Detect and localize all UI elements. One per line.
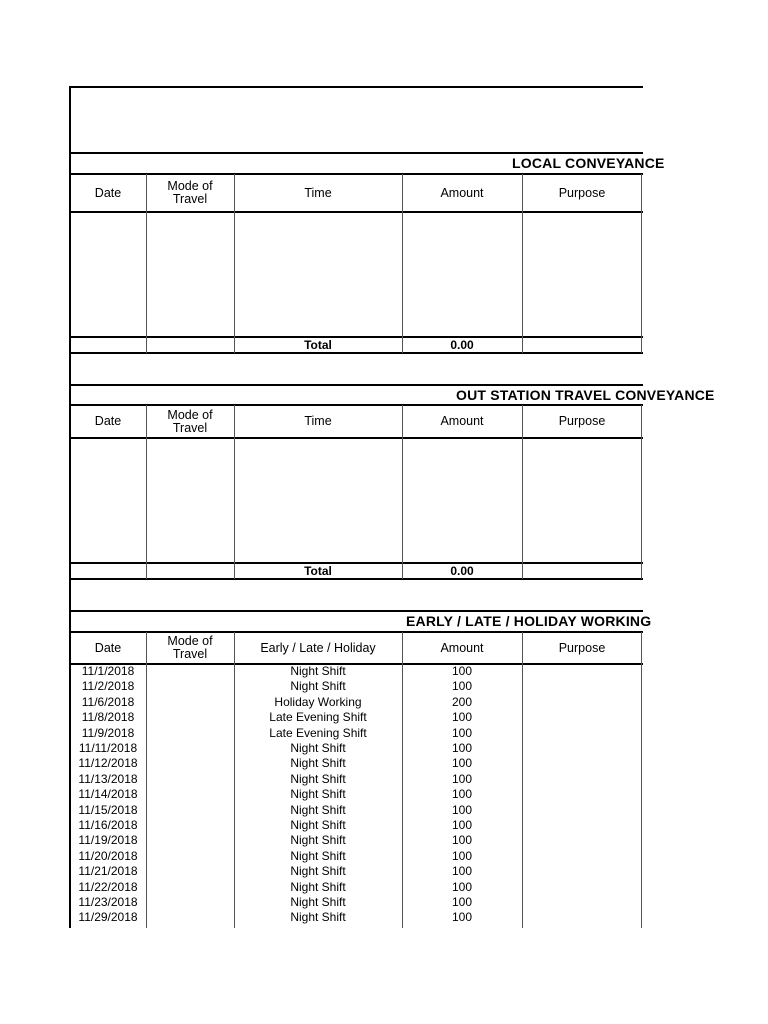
local-header-time: Time xyxy=(304,185,332,200)
row-date: 11/8/2018 xyxy=(81,710,135,725)
row-date: 11/6/2018 xyxy=(81,694,135,709)
outstation-col-line xyxy=(522,405,523,579)
local-col-line xyxy=(402,174,403,353)
row-date: 11/9/2018 xyxy=(81,725,135,740)
table-row xyxy=(0,695,768,710)
table-row xyxy=(0,726,768,741)
row-amount: 100 xyxy=(451,879,473,894)
row-amount: 100 xyxy=(451,710,473,725)
row-amount: 100 xyxy=(451,895,473,909)
table-row xyxy=(0,710,768,725)
table-row xyxy=(0,741,768,756)
row-amount: 100 xyxy=(451,802,473,817)
row-type: Night Shift xyxy=(290,787,346,802)
row-type: Holiday Working xyxy=(274,694,362,709)
row-date: 11/11/2018 xyxy=(78,741,138,755)
earlylate-header-date: Date xyxy=(94,640,122,655)
early-late-holiday-title: EARLY / LATE / HOLIDAY WORKING xyxy=(406,613,652,629)
outstation-col-line xyxy=(402,405,403,579)
row-amount: 100 xyxy=(451,679,473,694)
row-type: Night Shift xyxy=(290,895,346,909)
local-header-purpose: Purpose xyxy=(558,185,606,200)
row-amount: 100 xyxy=(451,787,473,802)
table-row xyxy=(0,803,768,818)
table-row xyxy=(0,833,768,848)
row-date: 11/15/2018 xyxy=(78,802,138,817)
table-row xyxy=(0,864,768,879)
local-header-mode-line1: Mode of xyxy=(167,179,213,193)
row-amount: 100 xyxy=(451,771,473,786)
table-row xyxy=(0,880,768,895)
row-type: Night Shift xyxy=(290,802,346,817)
earlylate-header-purpose: Purpose xyxy=(558,640,606,655)
outstation-header-mode xyxy=(146,406,234,437)
row-date: 11/13/2018 xyxy=(78,771,138,786)
outstation-header-purpose: Purpose xyxy=(558,414,606,428)
earlylate-header-amount: Amount xyxy=(440,640,484,655)
table-row xyxy=(0,895,768,910)
outstation-header-date: Date xyxy=(94,414,122,428)
row-date: 11/14/2018 xyxy=(78,787,138,802)
row-amount: 100 xyxy=(451,725,473,740)
table-row xyxy=(0,849,768,864)
local-col-line xyxy=(522,174,523,353)
table-row xyxy=(0,679,768,694)
row-type: Night Shift xyxy=(290,818,346,832)
local-total-value: 0.00 xyxy=(450,337,474,352)
row-type: Night Shift xyxy=(290,741,346,755)
row-type: Night Shift xyxy=(290,879,346,894)
row-amount: 100 xyxy=(451,741,473,755)
local-header-bottom-line xyxy=(69,211,643,213)
outstation-total-bottom-line xyxy=(69,578,643,580)
row-type: Night Shift xyxy=(290,864,346,879)
row-amount: 200 xyxy=(451,694,473,709)
outstation-col-line xyxy=(234,405,235,579)
row-type: Night Shift xyxy=(290,756,346,771)
outstation-header-time: Time xyxy=(304,414,332,428)
row-type: Night Shift xyxy=(290,679,346,694)
outstation-total-value: 0.00 xyxy=(450,563,474,578)
table-row xyxy=(0,818,768,833)
row-date: 11/19/2018 xyxy=(78,833,138,848)
row-type: Night Shift xyxy=(290,833,346,848)
top-border xyxy=(69,86,643,88)
local-total-bottom-line xyxy=(69,352,643,354)
row-date: 11/29/2018 xyxy=(78,910,138,925)
earlylate-header-mode-line1: Mode of xyxy=(167,634,213,648)
row-amount: 100 xyxy=(451,833,473,848)
table-row xyxy=(0,756,768,771)
local-total-label: Total xyxy=(304,337,332,352)
table-row xyxy=(0,772,768,787)
row-date: 11/21/2018 xyxy=(78,864,138,879)
earlylate-header-type: Early / Late / Holiday xyxy=(260,640,376,655)
local-title-area xyxy=(70,153,665,173)
row-type: Night Shift xyxy=(290,664,346,678)
row-amount: 100 xyxy=(451,818,473,832)
outstation-header-bottom-line xyxy=(69,437,643,439)
earlylate-header-mode-line2: Travel xyxy=(172,647,208,661)
local-header-mode-line2: Travel xyxy=(172,192,208,206)
outstation-total-label: Total xyxy=(304,563,332,578)
row-amount: 100 xyxy=(451,664,473,678)
outstation-col-line xyxy=(146,405,147,579)
outstation-header-amount: Amount xyxy=(440,414,484,428)
row-amount: 100 xyxy=(451,848,473,863)
local-col-line xyxy=(146,174,147,353)
local-col-line xyxy=(641,174,642,353)
local-conveyance-title: LOCAL CONVEYANCE xyxy=(512,155,665,171)
row-date: 11/1/2018 xyxy=(81,664,135,678)
row-date: 11/16/2018 xyxy=(78,818,138,832)
row-date: 11/23/2018 xyxy=(78,895,138,909)
table-row xyxy=(0,664,768,679)
outstation-travel-title: OUT STATION TRAVEL CONVEYANCE xyxy=(456,387,715,403)
row-type: Night Shift xyxy=(290,848,346,863)
earlylate-header-mode xyxy=(146,633,234,663)
local-header-date: Date xyxy=(94,185,122,200)
outstation-header-mode-line2: Travel xyxy=(172,420,208,435)
row-amount: 100 xyxy=(451,756,473,771)
row-type: Late Evening Shift xyxy=(269,710,367,725)
row-type: Late Evening Shift xyxy=(269,725,367,740)
local-col-line xyxy=(234,174,235,353)
row-date: 11/12/2018 xyxy=(78,756,138,771)
earlylate-title-area xyxy=(70,611,652,631)
row-date: 11/2/2018 xyxy=(81,679,135,694)
outstation-title-area xyxy=(70,385,715,405)
row-date: 11/22/2018 xyxy=(78,879,138,894)
outstation-col-line xyxy=(641,405,642,579)
local-header-mode xyxy=(146,175,234,211)
local-header-amount: Amount xyxy=(440,185,484,200)
row-amount: 100 xyxy=(451,864,473,879)
row-type: Night Shift xyxy=(290,910,346,925)
row-amount: 100 xyxy=(451,910,473,925)
table-row xyxy=(0,910,768,925)
outstation-header-mode-line1: Mode of xyxy=(167,407,213,422)
row-date: 11/20/2018 xyxy=(78,848,138,863)
row-type: Night Shift xyxy=(290,771,346,786)
table-row xyxy=(0,787,768,802)
